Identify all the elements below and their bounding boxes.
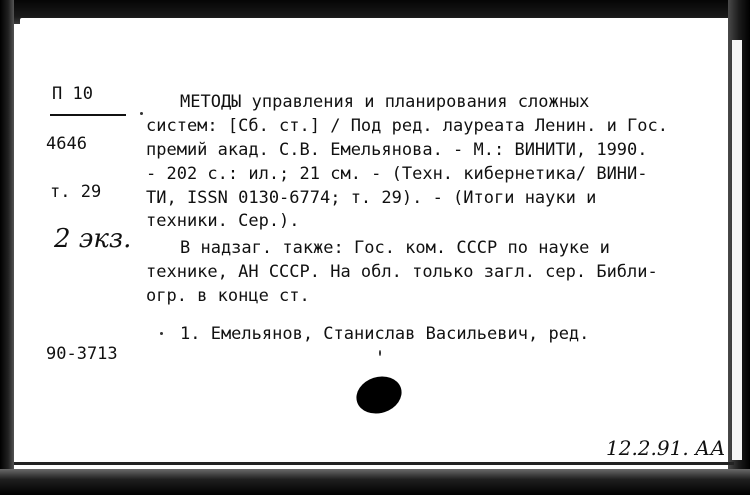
record-number: 90-3713	[46, 344, 118, 364]
body-line-6: техники. Сер.).	[146, 211, 300, 231]
body-line-8: технике, АН СССР. На обл. только загл. сер. Библи-	[146, 262, 658, 282]
class-index-rule	[50, 114, 126, 116]
body-line-3: премий акад. С.В. Емельянова. - М.: ВИНИТИ, 1990.	[146, 140, 648, 160]
body-line-5: ТИ, ISSN 0130-6774; т. 29). - (Итоги науки и	[146, 188, 597, 208]
punch-hole	[352, 371, 407, 419]
card-bottom-rule	[14, 462, 734, 465]
body-line-7: В надзаг. также: Гос. ком. СССР по науке и	[180, 238, 610, 258]
body-line-9: огр. в конце ст.	[146, 286, 310, 306]
volume-number: т. 29	[50, 182, 102, 202]
handwritten-date: 12.2.91. АА	[606, 436, 726, 460]
scan-speck	[379, 350, 381, 356]
class-index: П 10	[52, 84, 93, 104]
scan-speck	[140, 112, 143, 115]
card-top-margin	[20, 18, 732, 28]
tracing-entry: 1. Емельянов, Станислав Васильевич, ред.	[180, 324, 590, 344]
body-line-2: систем: [Сб. ст.] / Под ред. лауреата Ленин. и Гос.	[146, 116, 668, 136]
scan-speck	[160, 332, 163, 335]
body-line-4: - 202 с.: ил.; 21 см. - (Техн. кибернетика/ ВИНИ-	[146, 164, 648, 184]
scan-edge-bottom	[0, 469, 750, 495]
handwritten-copies-mark: 2 экз.	[54, 224, 132, 254]
body-line-1: МЕТОДЫ управления и планирования сложных	[180, 92, 590, 112]
catalog-number: 4646	[46, 134, 87, 154]
scan-edge-left	[0, 0, 14, 495]
card-right-margin	[732, 40, 742, 460]
